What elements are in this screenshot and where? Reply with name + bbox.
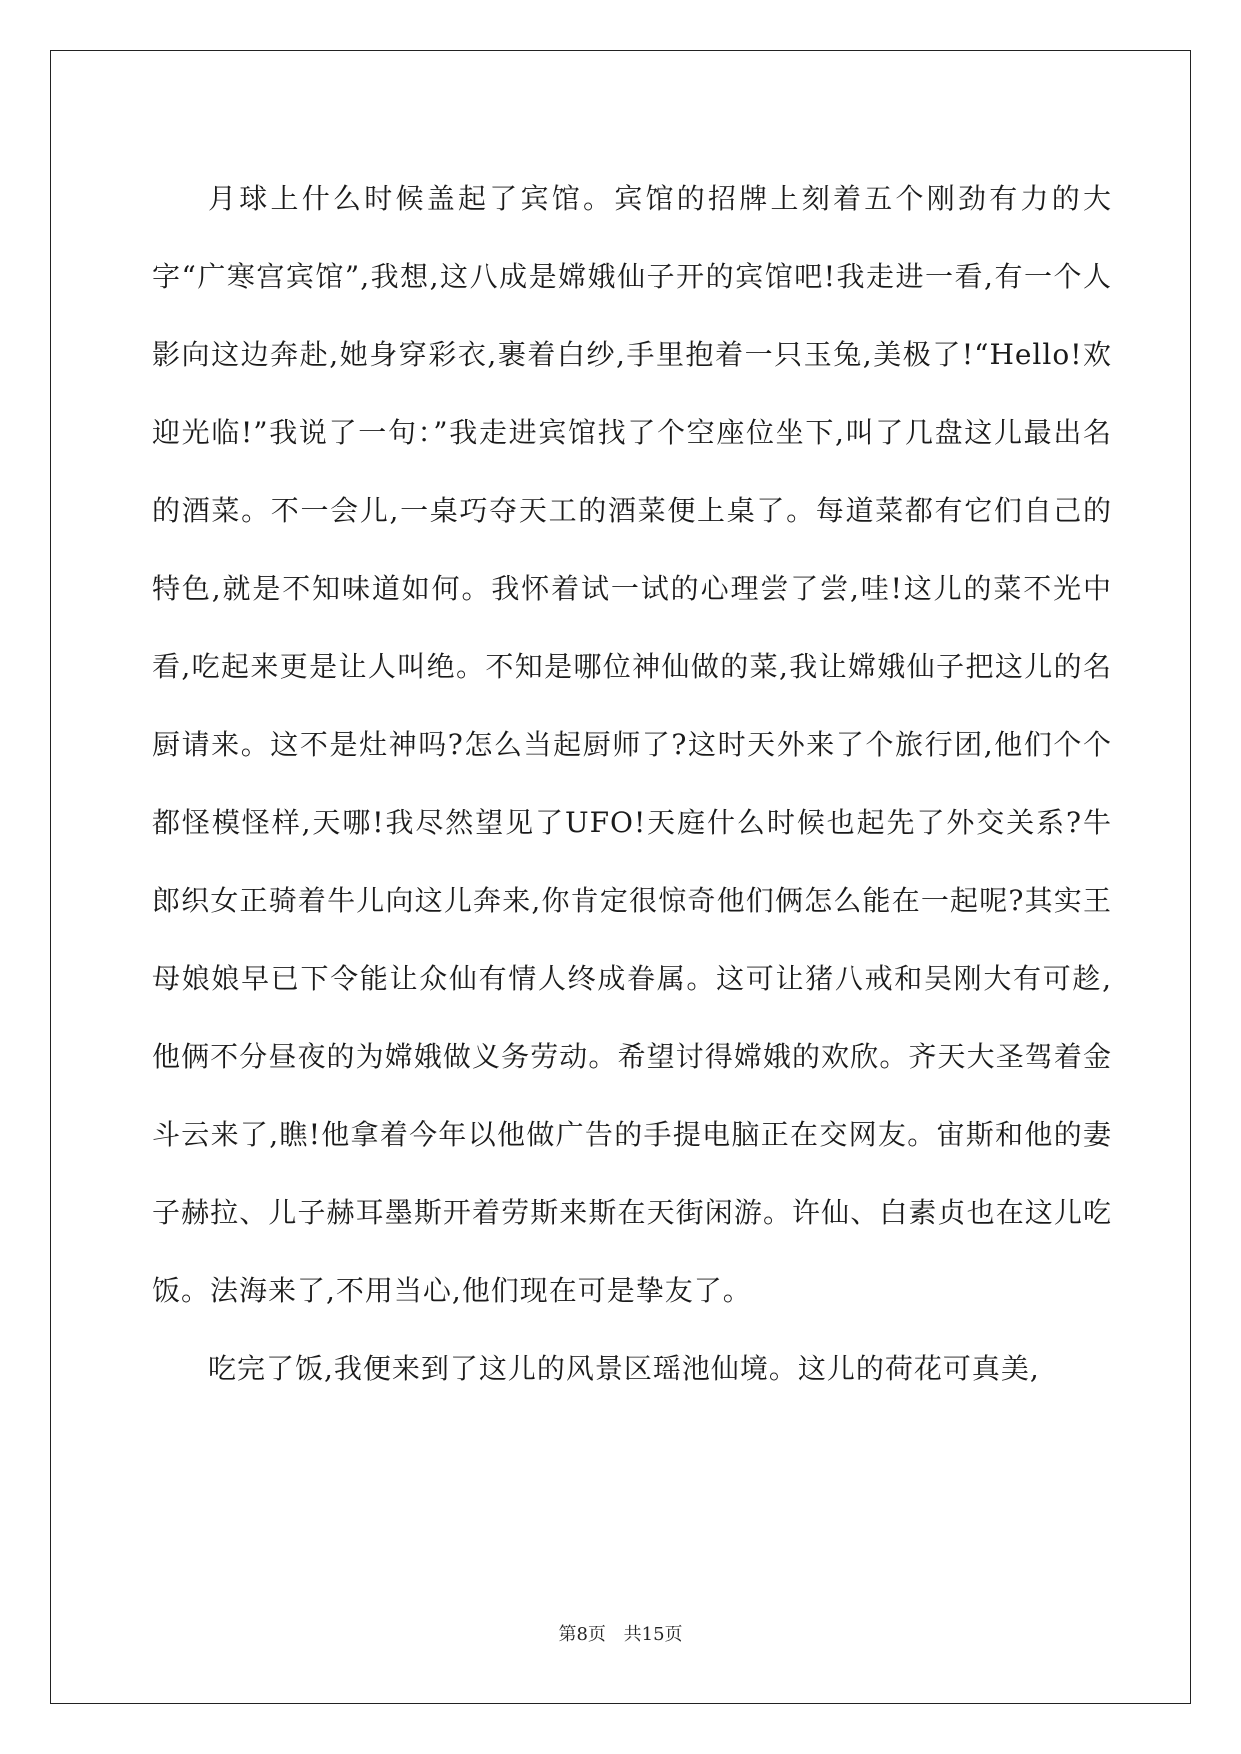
page-total: 共15页: [623, 1624, 683, 1645]
page-number: 第8页: [558, 1624, 606, 1645]
page-footer: [0, 1620, 1241, 1646]
document-body: [152, 160, 1112, 1408]
paragraph-2: 吃完了饭,我便来到了这儿的风景区瑶池仙境。这儿的荷花可真美,: [208, 1352, 1040, 1385]
paragraph-1: 月球上什么时候盖起了宾馆。宾馆的招牌上刻着五个刚劲有力的大字“广寒宫宾馆”,我想,这八成是嫦娥仙子开的宾馆吧!我走进一看,有一个人影向这边奔赴,她身穿彩衣,裹着白纱,手里抱着一只玉兔,美极了!“Hello!欢迎光临!”我说了一句：”我走进宾馆找了个空座位坐下,叫了几盘这儿最出名的酒菜。不一会儿,一桌巧夺天工的酒菜便上桌了。每道菜都有它们自己的特色,就是不知味道如何。我怀着试一试的心理尝了尝,哇!这儿的菜不光中看,吃起来更是让人叫绝。不知是哪位神仙做的菜,我让嫦娥仙子把这儿的名厨请来。这不是灶神吗?怎么当起厨师了?这时天外来了个旅行团,他们个个都怪模怪样,天哪!我尽然望见了UFO!天庭什么时候也起先了外交关系?牛郎织女正骑着牛儿向这儿奔来,你肯定很惊奇他们俩怎么能在一起呢?其实王母娘娘早已下令能让众仙有情人终成眷属。这可让猪八戒和吴刚大有可趁,他俩不分昼夜的为嫦娥做义务劳动。希望讨得嫦娥的欢欣。齐天大圣驾着金斗云来了,瞧!他拿着今年以他做广告的手提电脑正在交网友。宙斯和他的妻子赫拉、儿子赫耳墨斯开着劳斯来斯在天街闲游。许仙、白素贞也在这儿吃饭。法海来了,不用当心,他们现在可是挚友了。: [152, 182, 1112, 1307]
